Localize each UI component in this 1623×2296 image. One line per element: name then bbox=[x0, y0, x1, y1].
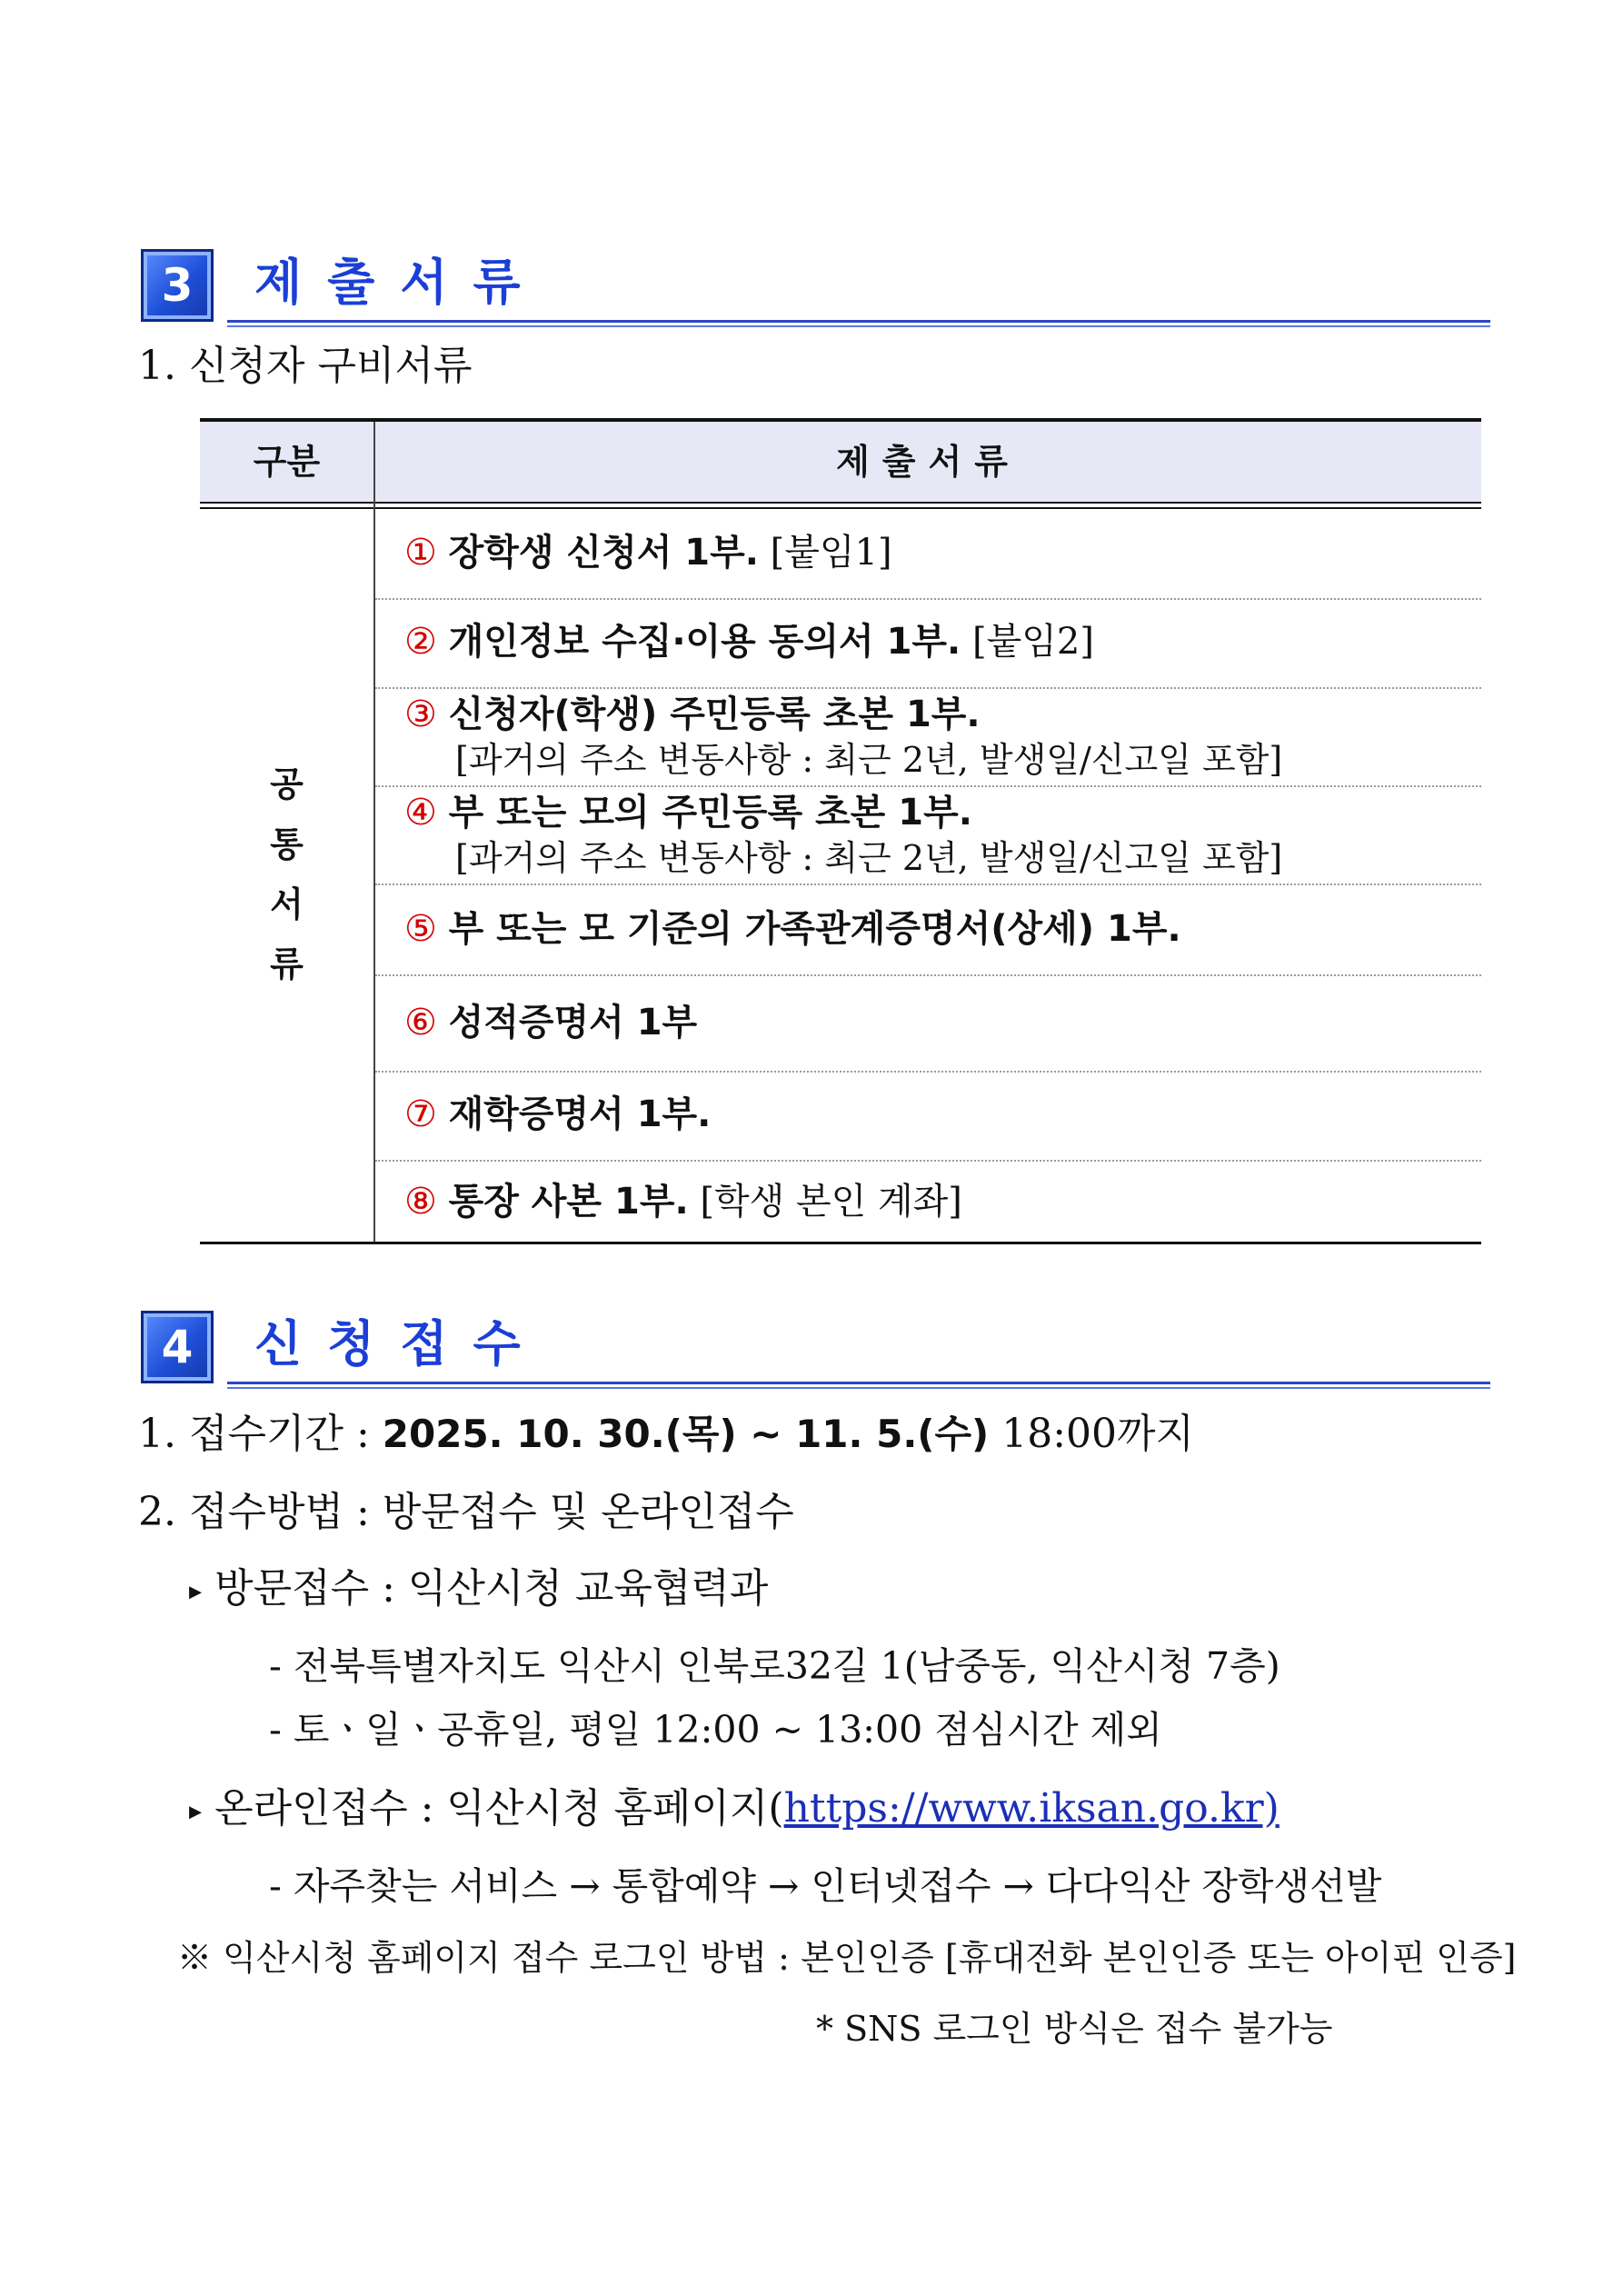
table-row bbox=[375, 687, 1481, 785]
visit-title: 방문접수 : 익산시청 교육협력과 bbox=[214, 1565, 769, 1612]
item-title: 성적증명서 1부 bbox=[448, 1002, 698, 1043]
document-item bbox=[404, 529, 892, 576]
item-title: 부 또는 모 기준의 가족관계증명서(상세) 1부. bbox=[448, 908, 1181, 950]
category-char: 서 bbox=[270, 884, 304, 924]
category-common-documents bbox=[200, 754, 373, 994]
period-time: 18:00까지 bbox=[989, 1411, 1195, 1457]
category-char: 통 bbox=[270, 824, 304, 864]
item-title: 신청자(학생) 주민등록 초본 1부. bbox=[448, 694, 981, 735]
homepage-link[interactable]: https://www.iksan.go.kr) bbox=[783, 1785, 1279, 1832]
table-row bbox=[375, 883, 1481, 974]
section-3-header bbox=[141, 249, 1490, 331]
item-title: 재학증명서 1부. bbox=[448, 1093, 712, 1135]
item-title: 장학생 신청서 1부. bbox=[448, 532, 759, 574]
item-attachment: [붙임2] bbox=[961, 621, 1094, 663]
category-char: 공 bbox=[270, 764, 304, 804]
item-number: ⑦ bbox=[404, 1093, 437, 1135]
document-item bbox=[404, 999, 697, 1046]
triangle-bullet-icon: ▸ bbox=[189, 1795, 203, 1826]
document-item bbox=[404, 1178, 962, 1225]
document-item bbox=[404, 618, 1094, 665]
visit-address: - 전북특별자치도 익산시 인북로32길 1(남중동, 익산시청 7층) bbox=[269, 1644, 1280, 1688]
item-number: ⑧ bbox=[404, 1181, 437, 1223]
section-underline bbox=[227, 1382, 1490, 1384]
section-number-badge: 3 bbox=[141, 249, 214, 322]
section-underline bbox=[227, 320, 1490, 323]
application-method: 2. 접수방법 : 방문접수 및 온라인접수 bbox=[138, 1489, 794, 1535]
table-row bbox=[375, 598, 1481, 687]
period-dates: 2025. 10. 30.(목) ~ 11. 5.(수) bbox=[382, 1412, 990, 1456]
table-bottom-border bbox=[200, 1242, 1481, 1244]
table-header-border bbox=[200, 502, 1481, 504]
item-note: [과거의 주소 변동사항 : 최근 2년, 발생일/신고일 포함] bbox=[455, 838, 1283, 878]
table-row bbox=[375, 1160, 1481, 1242]
document-item bbox=[404, 905, 1181, 953]
item-number: ④ bbox=[404, 792, 437, 834]
item-number: ② bbox=[404, 621, 437, 663]
section-number-badge: 4 bbox=[141, 1311, 214, 1383]
online-application bbox=[189, 1783, 1279, 1837]
section-title: 제출서류 bbox=[254, 254, 546, 311]
period-label: 1. 접수기간 : bbox=[138, 1411, 383, 1457]
login-note: ※ 익산시청 홈페이지 접수 로그인 방법 : 본인인증 [휴대전화 본인인증 또는 아이핀 인증] bbox=[177, 1938, 1517, 1978]
documents-table bbox=[200, 418, 1481, 1245]
item-note: [과거의 주소 변동사항 : 최근 2년, 발생일/신고일 포함] bbox=[455, 740, 1283, 780]
sns-note: * SNS 로그인 방식은 접수 불가능 bbox=[816, 2009, 1333, 2049]
table-row bbox=[375, 785, 1481, 883]
table-row bbox=[375, 1071, 1481, 1160]
table-row bbox=[375, 509, 1481, 598]
section-underline-thin bbox=[227, 1387, 1490, 1389]
application-period bbox=[138, 1409, 1194, 1460]
item-attachment: [학생 본인 계좌] bbox=[688, 1181, 962, 1223]
item-attachment: [붙임1] bbox=[758, 532, 892, 574]
category-char: 류 bbox=[270, 944, 304, 984]
visit-hours: - 토ㆍ일ㆍ공휴일, 평일 12:00 ~ 13:00 점심시간 제외 bbox=[269, 1708, 1162, 1752]
table-header-documents: 제출서류 bbox=[836, 442, 1021, 482]
item-number: ⑥ bbox=[404, 1002, 437, 1043]
visit-application bbox=[189, 1563, 768, 1617]
triangle-bullet-icon: ▸ bbox=[189, 1575, 203, 1606]
table-row bbox=[375, 974, 1481, 1071]
document-item bbox=[404, 691, 981, 738]
item-title: 개인정보 수집·이용 동의서 1부. bbox=[448, 621, 961, 663]
document-item bbox=[404, 1091, 711, 1138]
item-number: ⑤ bbox=[404, 908, 437, 950]
subheading-applicant-documents: 1. 신청자 구비서류 bbox=[138, 343, 473, 389]
item-number: ① bbox=[404, 532, 437, 574]
document-item bbox=[404, 789, 972, 836]
online-title: 온라인접수 : 익산시청 홈페이지( bbox=[214, 1785, 784, 1832]
online-path: - 자주찾는 서비스 → 통합예약 → 인터넷접수 → 다다익산 장학생선발 bbox=[269, 1864, 1382, 1908]
item-title: 부 또는 모의 주민등록 초본 1부. bbox=[448, 792, 972, 834]
table-header-category: 구분 bbox=[253, 442, 321, 482]
section-title: 신청접수 bbox=[254, 1315, 546, 1373]
item-title: 통장 사본 1부. bbox=[448, 1181, 689, 1223]
section-underline-thin bbox=[227, 325, 1490, 327]
section-4-header bbox=[141, 1311, 1490, 1393]
item-number: ③ bbox=[404, 694, 437, 735]
